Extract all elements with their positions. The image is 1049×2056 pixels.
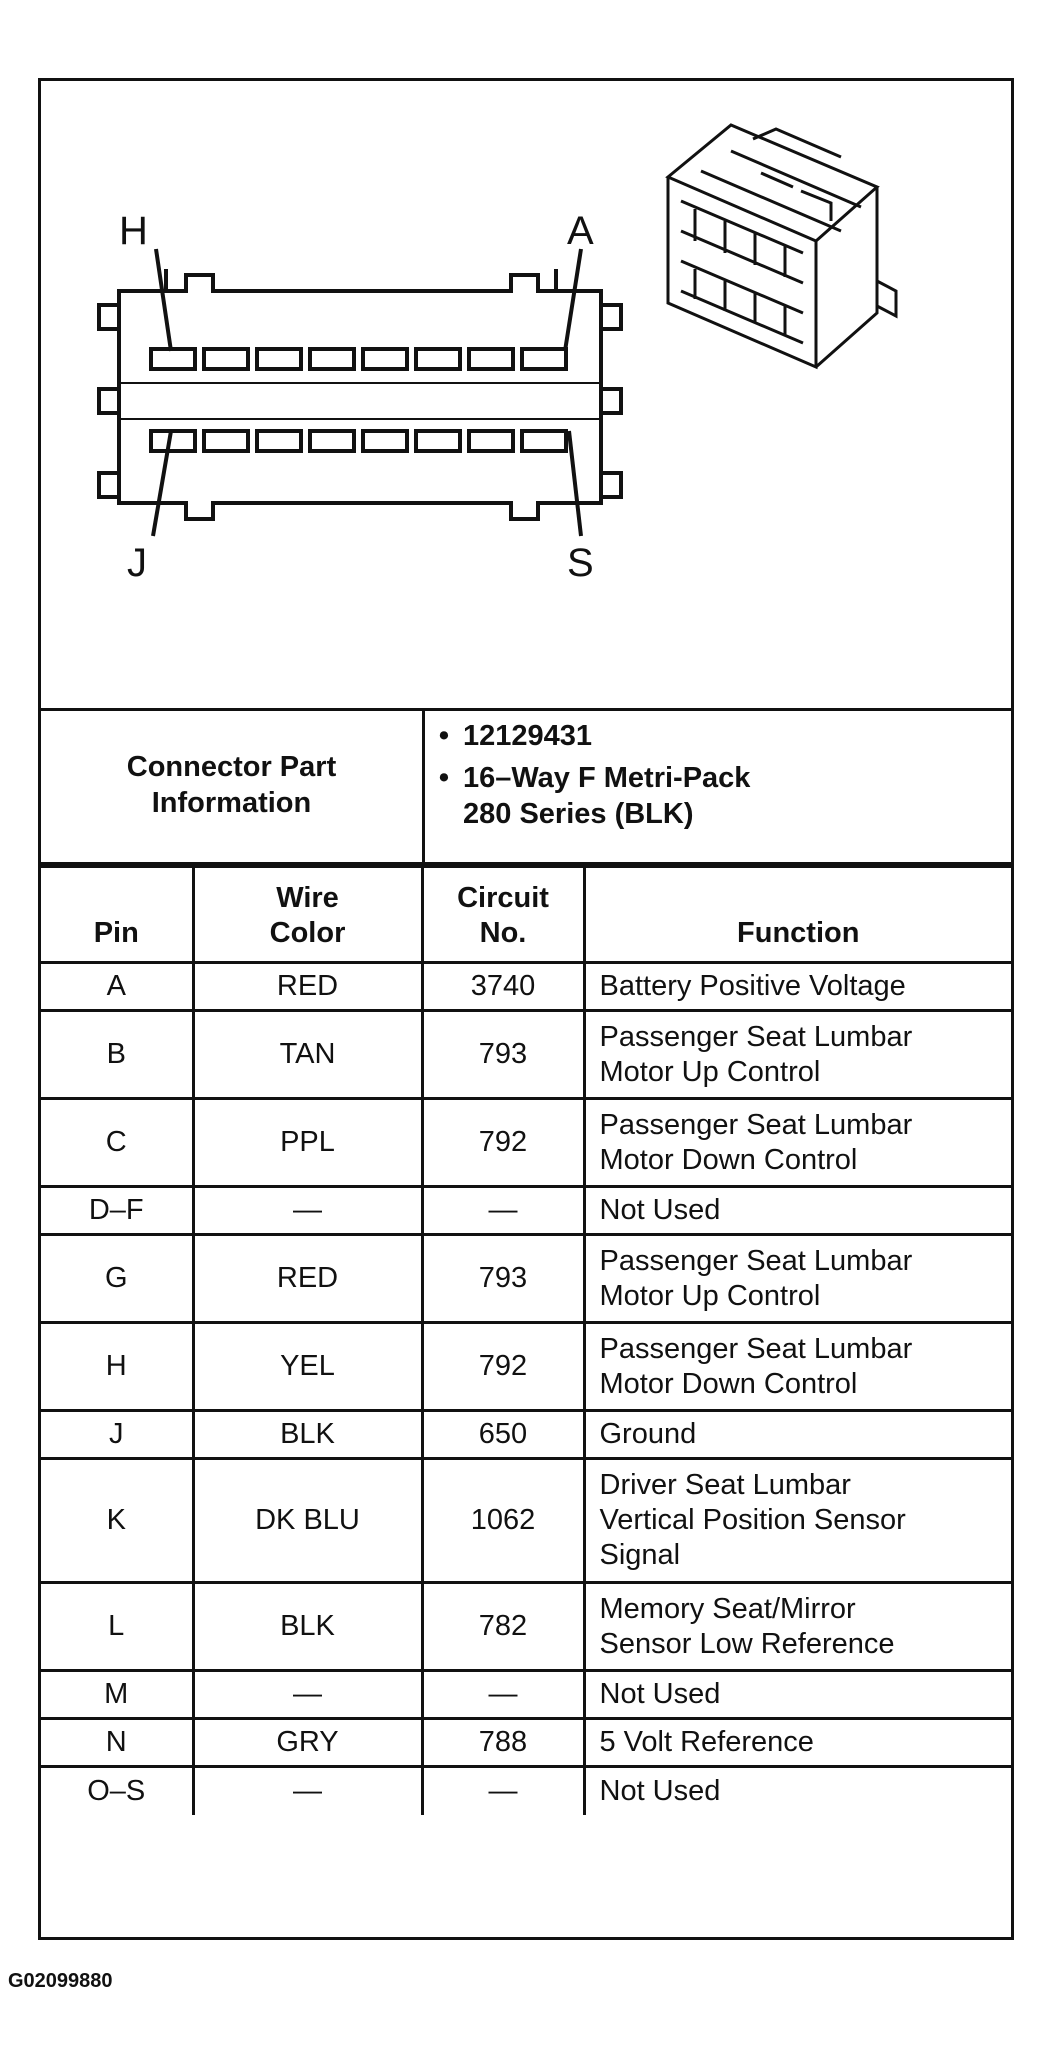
connector-sheet [38, 78, 1014, 1940]
cell-wire-color: — [193, 1187, 422, 1235]
header-pin: Pin [41, 867, 193, 963]
cell-wire-color: — [193, 1767, 422, 1815]
cell-pin: G [41, 1235, 193, 1323]
pin-label-s: S [567, 541, 594, 585]
cell-function: Driver Seat Lumbar Vertical Position Sensor Signal [584, 1459, 1011, 1583]
table-header-row [41, 867, 1011, 963]
cell-function: Passenger Seat Lumbar Motor Up Control [584, 1235, 1011, 1323]
cell-pin: K [41, 1459, 193, 1583]
connector-diagram [41, 81, 1011, 711]
cell-pin: H [41, 1323, 193, 1411]
pin-label-a: A [567, 209, 594, 253]
cell-pin: A [41, 963, 193, 1011]
header-circuit-no: Circuit No. [422, 867, 584, 963]
cell-pin: J [41, 1411, 193, 1459]
cell-wire-color: GRY [193, 1719, 422, 1767]
table-row [41, 1411, 1011, 1459]
header-function: Function [584, 867, 1011, 963]
terminal-cavity-bottom-2 [204, 431, 248, 451]
cell-function: Not Used [584, 1767, 1011, 1815]
table-row [41, 1099, 1011, 1187]
cell-pin: B [41, 1011, 193, 1099]
table-row [41, 963, 1011, 1011]
cell-wire-color: — [193, 1671, 422, 1719]
figure-code: G02099880 [8, 1970, 113, 1992]
terminal-cavity-bottom-5 [363, 431, 407, 451]
cell-pin: L [41, 1583, 193, 1671]
terminal-cavity-top-7 [469, 349, 513, 369]
connector-type-item: • 16–Way F Metri-Pack 280 Series (BLK) [438, 762, 751, 830]
header-wire-color: Wire Color [193, 867, 422, 963]
cell-pin: D–F [41, 1187, 193, 1235]
cell-circuit-no: 788 [422, 1719, 584, 1767]
cell-function: Ground [584, 1411, 1011, 1459]
cell-wire-color: RED [193, 963, 422, 1011]
pin-label-h: H [119, 209, 148, 253]
cell-function: Passenger Seat Lumbar Motor Down Control [584, 1099, 1011, 1187]
terminal-cavity-top-1 [151, 349, 195, 369]
terminal-cavity-bottom-7 [469, 431, 513, 451]
cell-circuit-no: — [422, 1671, 584, 1719]
cell-function: 5 Volt Reference [584, 1719, 1011, 1767]
connector-info-label: Connector Part Information [41, 708, 425, 862]
cell-function: Passenger Seat Lumbar Motor Up Control [584, 1011, 1011, 1099]
terminal-cavity-top-6 [416, 349, 460, 369]
table-row [41, 1671, 1011, 1719]
connector-part-info [41, 708, 1011, 865]
cell-circuit-no: 792 [422, 1323, 584, 1411]
cell-function: Battery Positive Voltage [584, 963, 1011, 1011]
cell-function: Not Used [584, 1187, 1011, 1235]
cell-function: Memory Seat/Mirror Sensor Low Reference [584, 1583, 1011, 1671]
pinout-table [41, 865, 1011, 1815]
table-row [41, 1459, 1011, 1583]
table-row [41, 1011, 1011, 1099]
cell-function: Passenger Seat Lumbar Motor Down Control [584, 1323, 1011, 1411]
cell-function: Not Used [584, 1671, 1011, 1719]
cell-pin: O–S [41, 1767, 193, 1815]
cell-circuit-no: 792 [422, 1099, 584, 1187]
terminal-cavity-bottom-3 [257, 431, 301, 451]
cell-wire-color: YEL [193, 1323, 422, 1411]
cell-wire-color: PPL [193, 1099, 422, 1187]
terminal-cavity-top-3 [257, 349, 301, 369]
terminal-cavity-top-4 [310, 349, 354, 369]
cell-circuit-no: — [422, 1767, 584, 1815]
terminal-cavity-top-5 [363, 349, 407, 369]
cell-circuit-no: 793 [422, 1011, 584, 1099]
table-row [41, 1583, 1011, 1671]
cell-wire-color: BLK [193, 1583, 422, 1671]
cell-wire-color: TAN [193, 1011, 422, 1099]
part-number-item: • 12129431 [438, 720, 593, 752]
table-row [41, 1767, 1011, 1815]
table-row [41, 1323, 1011, 1411]
connector-face-drawing [41, 81, 1011, 708]
cell-wire-color: RED [193, 1235, 422, 1323]
table-row [41, 1235, 1011, 1323]
cell-circuit-no: — [422, 1187, 584, 1235]
cell-circuit-no: 793 [422, 1235, 584, 1323]
table-row [41, 1187, 1011, 1235]
cell-wire-color: DK BLU [193, 1459, 422, 1583]
terminal-cavity-top-2 [204, 349, 248, 369]
cell-wire-color: BLK [193, 1411, 422, 1459]
cell-circuit-no: 3740 [422, 963, 584, 1011]
cell-circuit-no: 650 [422, 1411, 584, 1459]
terminal-cavity-bottom-1 [151, 431, 195, 451]
terminal-cavity-top-8 [522, 349, 566, 369]
terminal-cavity-bottom-6 [416, 431, 460, 451]
terminal-cavity-bottom-8 [522, 431, 566, 451]
cell-circuit-no: 1062 [422, 1459, 584, 1583]
cell-pin: C [41, 1099, 193, 1187]
pin-label-j: J [127, 541, 147, 585]
cell-pin: M [41, 1671, 193, 1719]
cell-circuit-no: 782 [422, 1583, 584, 1671]
connector-info-values [425, 718, 1005, 832]
table-row [41, 1719, 1011, 1767]
terminal-cavity-bottom-4 [310, 431, 354, 451]
cell-pin: N [41, 1719, 193, 1767]
